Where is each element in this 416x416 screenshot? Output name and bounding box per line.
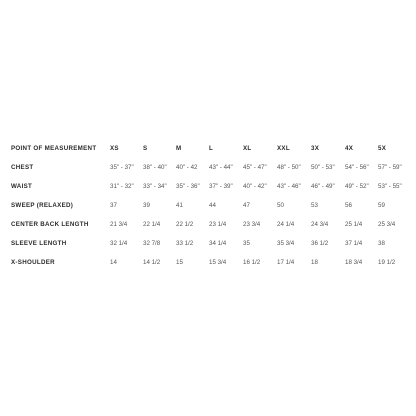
table-cell: 38 — [378, 240, 385, 247]
table-cell: 47 — [243, 202, 250, 209]
header-size-m: M — [176, 145, 182, 152]
table-cell: 33 1/2 — [176, 240, 194, 247]
table-cell: 33" - 34" — [143, 183, 167, 190]
table-cell: 17 1/4 — [277, 259, 295, 266]
table-cell: 38" - 40" — [143, 164, 167, 171]
table-cell: 43" - 44" — [209, 164, 233, 171]
table-cell: 23 3/4 — [243, 221, 261, 228]
row-label: SWEEP (RELAXED) — [11, 202, 74, 209]
table-row-x-shoulder — [11, 253, 411, 272]
table-cell: 40" - 42" — [243, 183, 267, 190]
row-label: CENTER BACK LENGTH — [11, 221, 89, 228]
table-cell: 37 — [110, 202, 117, 209]
table-row-sleeve-length — [11, 234, 411, 253]
header-size-s: S — [143, 145, 148, 152]
table-cell: 35" - 37" — [110, 164, 134, 171]
table-cell: 23 1/4 — [209, 221, 227, 228]
table-cell: 15 3/4 — [209, 259, 227, 266]
table-cell: 15 — [176, 259, 183, 266]
table-cell: 32 1/4 — [110, 240, 128, 247]
row-label: CHEST — [11, 164, 34, 171]
table-cell: 39 — [143, 202, 150, 209]
table-cell: 56 — [345, 202, 352, 209]
table-cell: 14 — [110, 259, 117, 266]
size-chart-table — [11, 139, 411, 272]
table-row-waist — [11, 177, 411, 196]
header-size-4x: 4X — [345, 145, 354, 152]
table-cell: 35 — [243, 240, 250, 247]
table-cell: 40" - 42 — [176, 164, 198, 171]
table-cell: 50 — [277, 202, 284, 209]
table-cell: 34 1/4 — [209, 240, 227, 247]
table-cell: 46" - 49" — [311, 183, 335, 190]
table-row-sweep — [11, 196, 411, 215]
header-size-5x: 5X — [378, 145, 387, 152]
table-cell: 21 3/4 — [110, 221, 128, 228]
table-cell: 35 3/4 — [277, 240, 295, 247]
table-cell: 48" - 50" — [277, 164, 301, 171]
table-cell: 22 1/4 — [143, 221, 161, 228]
table-header-row — [11, 139, 411, 158]
table-cell: 50" - 53" — [311, 164, 335, 171]
header-point-of-measurement: POINT OF MEASUREMENT — [11, 145, 97, 152]
table-cell: 45" - 47" — [243, 164, 267, 171]
table-cell: 35" - 36" — [176, 183, 200, 190]
header-size-3x: 3X — [311, 145, 320, 152]
table-cell: 31" - 32" — [110, 183, 134, 190]
table-cell: 24 1/4 — [277, 221, 295, 228]
table-cell: 54" - 56" — [345, 164, 369, 171]
header-size-xxl: XXL — [277, 145, 290, 152]
table-cell: 37 1/4 — [345, 240, 363, 247]
row-label: X-SHOULDER — [11, 259, 55, 266]
table-cell: 36 1/2 — [311, 240, 329, 247]
header-size-l: L — [209, 145, 214, 152]
table-row-chest — [11, 158, 411, 177]
table-cell: 14 1/2 — [143, 259, 161, 266]
table-cell: 44 — [209, 202, 216, 209]
table-cell: 25 1/4 — [345, 221, 363, 228]
table-cell: 19 1/2 — [378, 259, 396, 266]
table-cell: 25 3/4 — [378, 221, 396, 228]
table-cell: 18 — [311, 259, 318, 266]
table-row-center-back-length — [11, 215, 411, 234]
table-cell: 24 3/4 — [311, 221, 329, 228]
header-size-xl: XL — [243, 145, 252, 152]
table-cell: 37" - 39" — [209, 183, 233, 190]
table-cell: 57" - 59" — [378, 164, 402, 171]
table-cell: 32 7/8 — [143, 240, 161, 247]
table-cell: 18 3/4 — [345, 259, 363, 266]
row-label: WAIST — [11, 183, 33, 190]
table-cell: 43" - 46" — [277, 183, 301, 190]
header-size-xs: XS — [110, 145, 119, 152]
table-cell: 49" - 52" — [345, 183, 369, 190]
table-cell: 53 — [311, 202, 318, 209]
table-cell: 59 — [378, 202, 385, 209]
row-label: SLEEVE LENGTH — [11, 240, 67, 247]
table-cell: 53" - 55" — [378, 183, 402, 190]
table-cell: 22 1/2 — [176, 221, 194, 228]
table-cell: 16 1/2 — [243, 259, 261, 266]
table-cell: 41 — [176, 202, 183, 209]
